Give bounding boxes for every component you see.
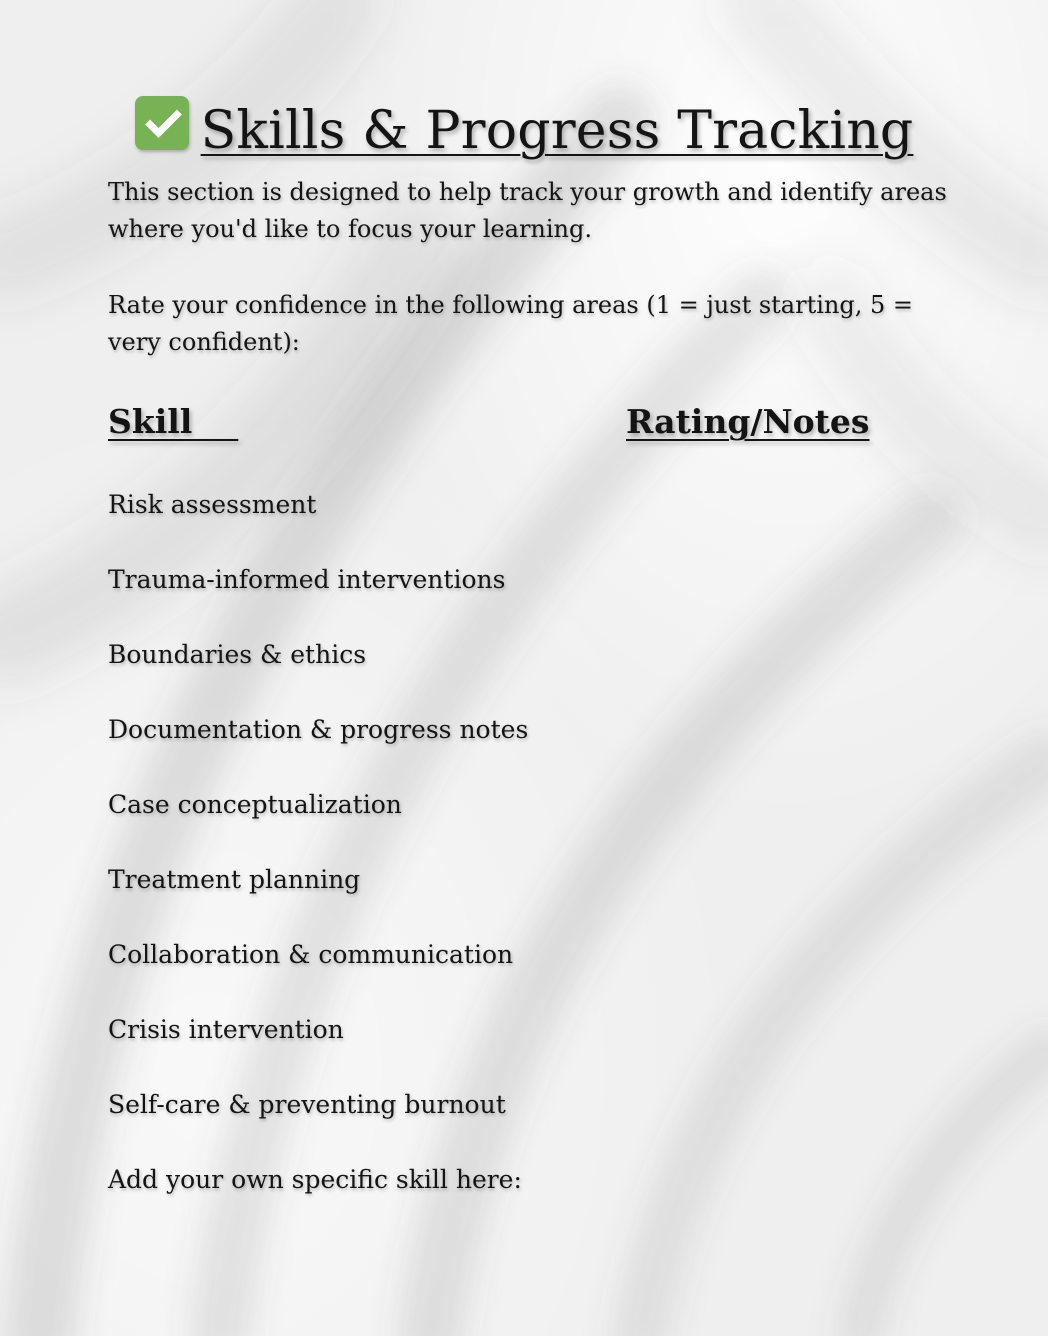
page-title: Skills & Progress Tracking <box>200 101 914 161</box>
skill-column-header: Skill <box>108 402 239 441</box>
check-mark-button-icon <box>135 96 189 150</box>
skill-item: Trauma-informed interventions <box>108 565 506 594</box>
skill-item: Case conceptualization <box>108 790 402 819</box>
skill-item: Collaboration & communication <box>108 940 514 969</box>
rating-instructions: Rate your confidence in the following areas (1 = just starting, 5 = very confident): <box>108 291 913 356</box>
skills-list <box>108 487 528 1237</box>
intro-paragraph: This section is designed to help track your growth and identify areas where you'd like to focus your learning. <box>108 178 947 243</box>
rating-notes-column-header: Rating/Notes <box>626 402 870 441</box>
custom-skill-item: Add your own specific skill here: <box>108 1165 522 1194</box>
skill-item: Crisis intervention <box>108 1015 344 1044</box>
skill-item: Boundaries & ethics <box>108 640 367 669</box>
skill-item: Self-care & preventing burnout <box>108 1090 506 1119</box>
title-row <box>0 96 1048 161</box>
skill-item: Risk assessment <box>108 490 317 519</box>
skill-item: Documentation & progress notes <box>108 715 529 744</box>
skill-item: Treatment planning <box>108 865 361 894</box>
